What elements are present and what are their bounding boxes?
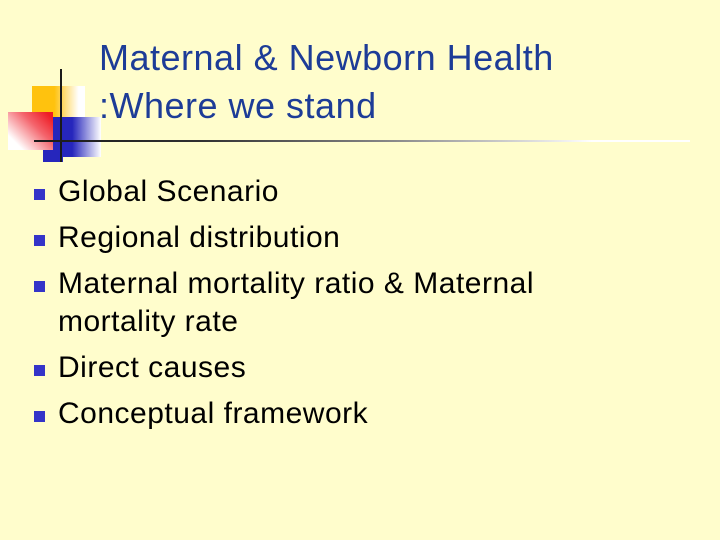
bullet-item xyxy=(34,265,634,341)
slide-title xyxy=(99,34,709,130)
title-line-1: Maternal & Newborn Health xyxy=(99,37,554,78)
bullet-square-icon xyxy=(34,189,45,200)
bullet-square-icon xyxy=(34,411,45,422)
bullet-label: Regional distribution xyxy=(58,221,341,254)
bullet-list xyxy=(34,173,634,441)
bullet-item xyxy=(34,349,634,387)
decoration-red-square xyxy=(8,112,53,150)
bullet-label: Conceptual framework xyxy=(58,397,369,430)
bullet-label: Maternal mortality ratio & Maternal mortality rate xyxy=(58,267,534,338)
bullet-item xyxy=(34,395,634,433)
bullet-square-icon xyxy=(34,365,45,376)
divider-horizontal-line xyxy=(34,140,690,142)
bullet-item xyxy=(34,219,634,257)
bullet-item xyxy=(34,173,634,211)
title-line-2: :Where we stand xyxy=(99,85,377,126)
crosshair-vertical-line xyxy=(60,69,62,162)
bullet-label: Direct causes xyxy=(58,351,247,384)
bullet-square-icon xyxy=(34,235,45,246)
bullet-square-icon xyxy=(34,281,45,292)
bullet-label: Global Scenario xyxy=(58,175,279,208)
